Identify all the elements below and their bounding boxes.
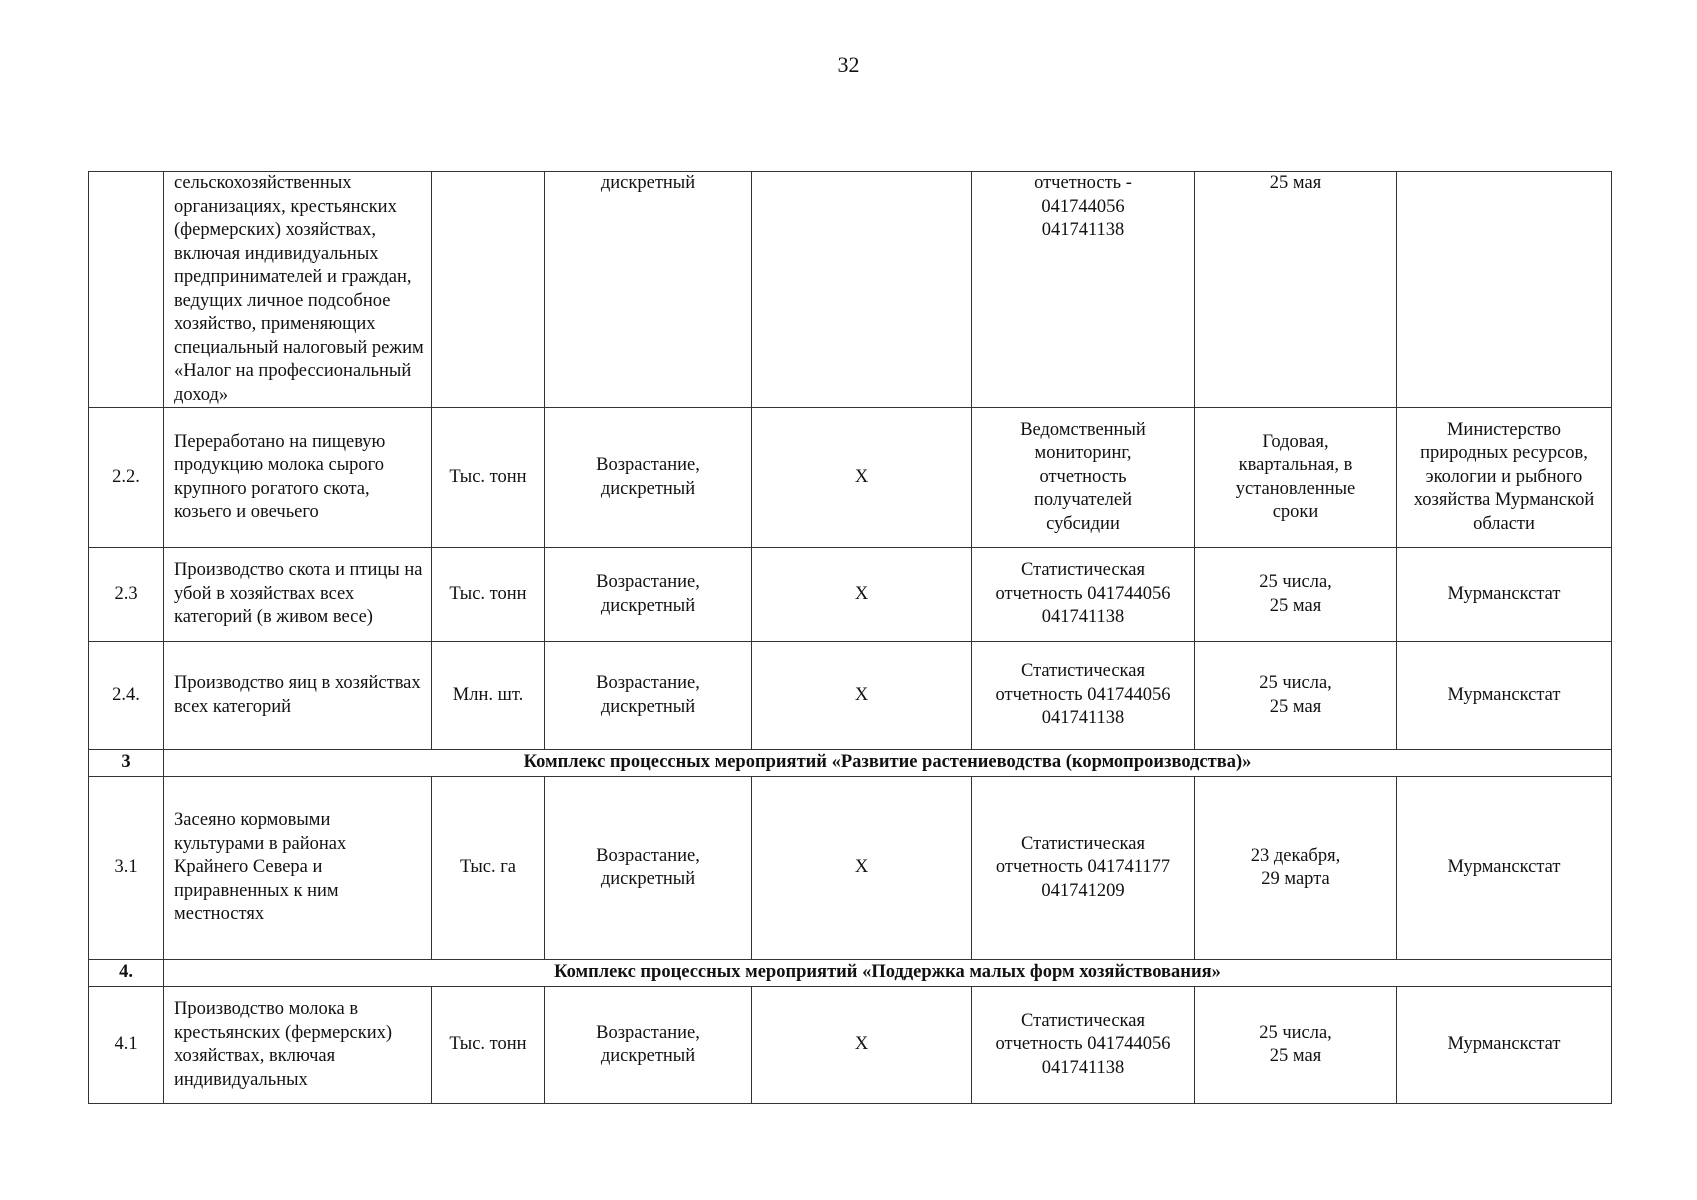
type-line: дискретный [600,478,696,499]
cell-num: 3.1 [89,777,164,960]
period-line: 23 декабря, [1250,845,1341,866]
indicators-table [88,171,1612,1104]
cell-source [972,642,1195,750]
cell-indicator-name: Производство молока в крестьянских (фермерских) хозяйствах, включая индивидуальных [164,987,432,1104]
source-line: отчетность 041744056 [995,583,1171,604]
cell-unit: Тыс. тонн [432,987,545,1104]
cell-indicator-name: Переработано на пищевую продукцию молока сырого крупного рогатого скота, козьего и овечьего [164,408,432,548]
source-line: Ведомственный [1020,419,1146,440]
source-line: Статистическая [1021,661,1145,682]
cell-indicator-type [545,777,752,960]
section-number: 4. [89,960,164,987]
cell-indicator-type [545,642,752,750]
period-line: 25 мая [1269,173,1322,193]
cell-responsible: Мурманскстат [1397,642,1612,750]
cell-responsible: Мурманскстат [1397,548,1612,642]
period-line: 25 мая [1269,696,1322,717]
type-line: дискретный [600,595,696,616]
cell-period [1195,172,1397,408]
source-line: мониторинг, [1034,443,1132,464]
source-line: 041741209 [1041,880,1125,901]
table-row [89,642,1612,750]
source-line: отчетность 041744056 [995,1034,1171,1055]
cell-num [89,172,164,408]
cell-period [1195,987,1397,1104]
source-line: 041741138 [1041,1057,1125,1078]
source-line: 041741138 [1041,708,1125,729]
cell-period [1195,777,1397,960]
type-line: дискретный [600,869,696,889]
cell-unit [432,172,545,408]
table-row [89,777,1612,960]
cell-period [1195,408,1397,548]
source-line: 041744056 [1041,196,1125,217]
type-line: Возрастание, [596,1022,700,1043]
type-line: дискретный [600,173,696,193]
period-line: 25 мая [1269,1046,1322,1066]
cell-source [972,172,1195,408]
source-line: Статистическая [1021,833,1145,854]
period-line: Годовая, [1262,431,1329,452]
cell-period [1195,548,1397,642]
type-line: Возрастание, [596,455,700,475]
period-line: 25 числа, [1259,572,1332,592]
source-line: субсидии [1046,513,1120,534]
table-row [89,172,1612,408]
cell-indicator-name: Засеяно кормовыми культурами в районах Крайнего Севера и приравненных к ним местностях [164,777,432,960]
cell-indicator-type [545,408,752,548]
type-line: Возрастание, [596,572,700,592]
table-row [89,548,1612,642]
source-line: отчетность [1039,466,1127,487]
source-line: получателей [1033,490,1133,511]
source-line: Статистическая [1021,1010,1145,1031]
cell-unit: Тыс. тонн [432,548,545,642]
section-number: 3 [89,750,164,777]
cell-source [972,408,1195,548]
cell-period [1195,642,1397,750]
cell-unit: Тыс. тонн [432,408,545,548]
type-line: дискретный [600,696,696,717]
type-line: дискретный [600,1046,696,1066]
cell-num: 4.1 [89,987,164,1104]
section-title: Комплекс процессных мероприятий «Развитие растениеводства (кормопроизводства)» [164,750,1612,777]
cell-indicator-name: Производство яиц в хозяйствах всех категорий [164,642,432,750]
cell-unit: Млн. шт. [432,642,545,750]
source-line: отчетность - [1034,173,1132,193]
source-line: 041741138 [1041,220,1125,240]
cell-base-value: Х [752,777,972,960]
period-line: 25 мая [1269,595,1322,616]
section-row [89,960,1612,987]
section-row [89,750,1612,777]
cell-responsible: Мурманскстат [1397,987,1612,1104]
cell-unit: Тыс. га [432,777,545,960]
cell-num: 2.3 [89,548,164,642]
cell-base-value: Х [752,642,972,750]
cell-responsible: Министерство природных ресурсов, экологии и рыбного хозяйства Мурманской области [1397,408,1612,548]
cell-responsible: Мурманскстат [1397,777,1612,960]
cell-indicator-type [545,548,752,642]
type-line: Возрастание, [596,673,700,693]
cell-responsible [1397,172,1612,408]
cell-indicator-name: сельскохозяйственных организациях, крестьянских (фермерских) хозяйствах, включая индивидуальных предпринимателей и граждан, ведущих личное подсобное хозяйство, применяющих специальный налоговый режим «Налог на профессиональный доход» [164,172,432,408]
cell-source [972,777,1195,960]
period-line: 29 марта [1261,869,1330,889]
source-line: отчетность 041741177 [995,857,1171,878]
cell-indicator-type [545,172,752,408]
cell-source [972,548,1195,642]
cell-base-value: Х [752,408,972,548]
page-number: 32 [837,52,860,77]
cell-indicator-name: Производство скота и птицы на убой в хозяйствах всех категорий (в живом весе) [164,548,432,642]
period-line: сроки [1272,502,1319,522]
source-line: Статистическая [1021,560,1145,581]
table-row [89,987,1612,1104]
period-line: 25 числа, [1259,1022,1332,1043]
type-line: Возрастание, [596,845,700,866]
section-title: Комплекс процессных мероприятий «Поддержка малых форм хозяйствования» [164,960,1612,987]
table-row [89,408,1612,548]
period-line: 25 числа, [1259,673,1332,693]
cell-num: 2.2. [89,408,164,548]
cell-source [972,987,1195,1104]
cell-base-value [752,172,972,408]
source-line: 041741138 [1041,607,1125,628]
period-line: квартальная, в [1238,455,1353,475]
cell-indicator-type [545,987,752,1104]
source-line: отчетность 041744056 [995,684,1171,705]
period-line: установленные [1235,478,1356,499]
cell-base-value: Х [752,987,972,1104]
cell-num: 2.4. [89,642,164,750]
cell-base-value: Х [752,548,972,642]
